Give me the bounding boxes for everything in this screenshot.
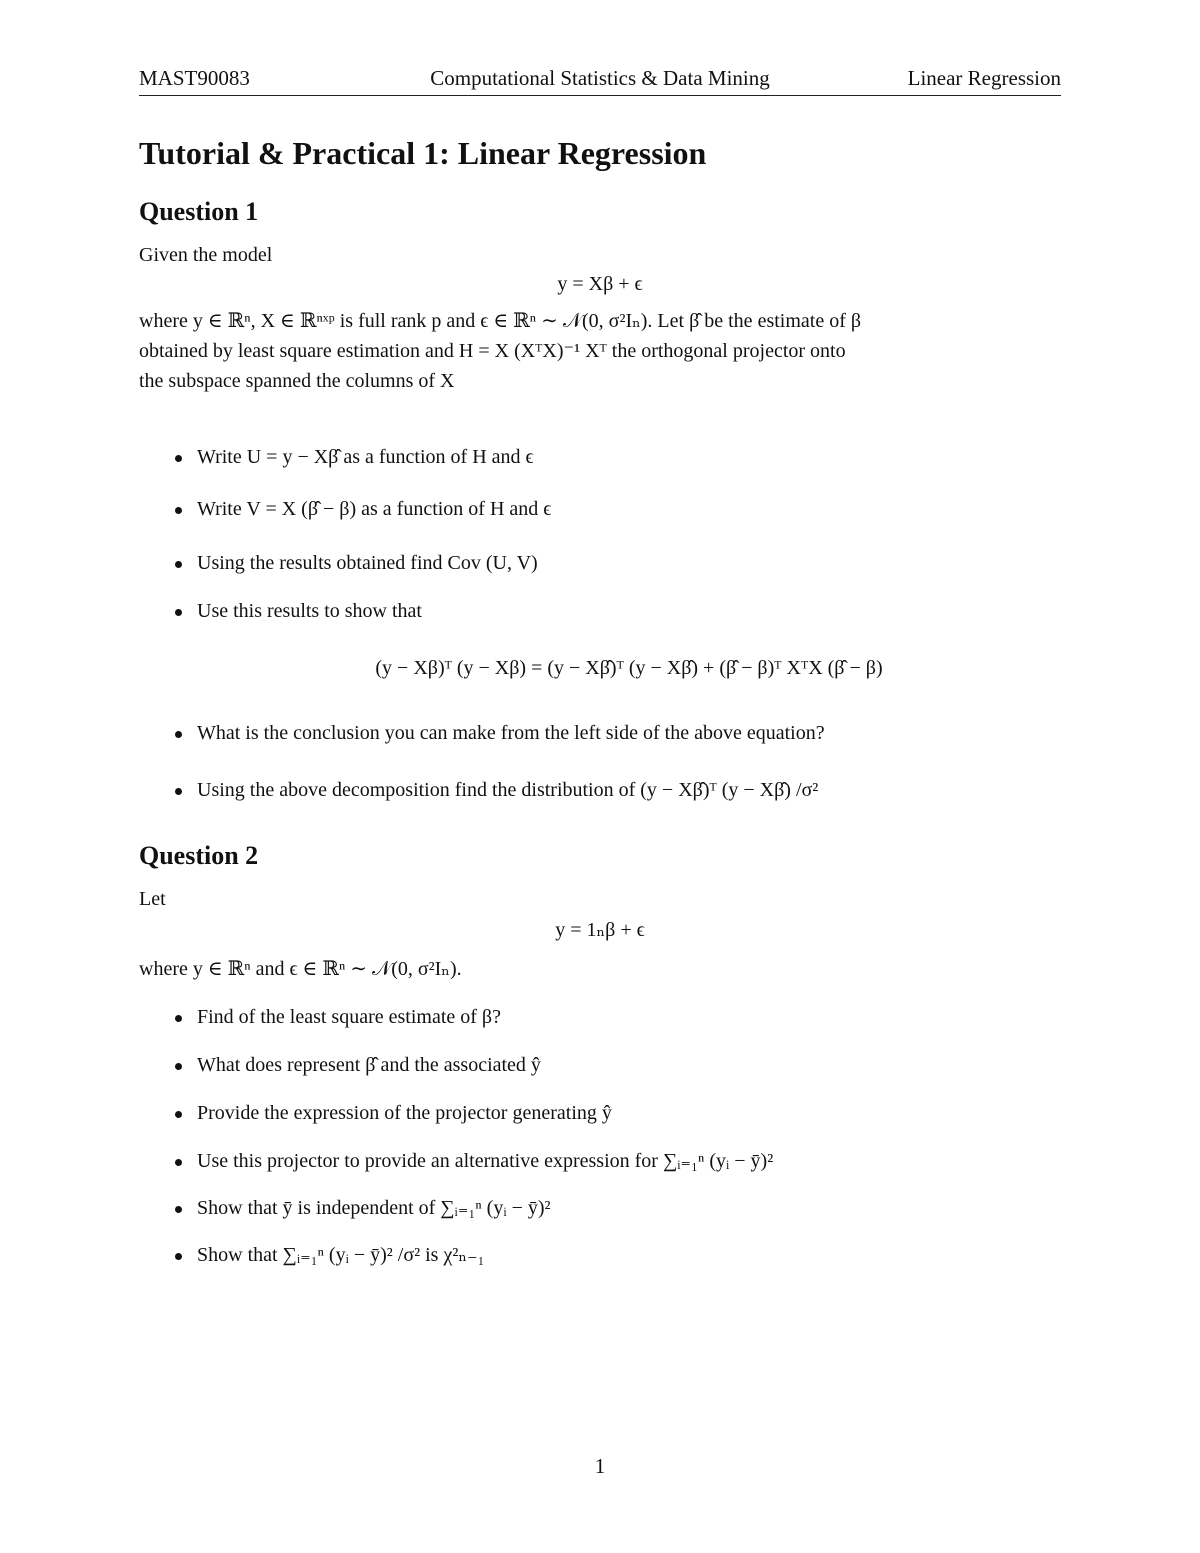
q2-task-list [139, 1002, 1061, 1270]
q2-intro: Let [139, 888, 166, 910]
document-title: Tutorial & Practical 1: Linear Regression [139, 135, 707, 171]
q1-task-5: What is the conclusion you can make from the left side of the above equation? [139, 718, 1061, 748]
question-1-heading: Question 1 [139, 197, 259, 226]
q2-where-line: where y ∈ ℝⁿ and ϵ ∈ ℝⁿ ∼ 𝒩(0, σ²Iₙ). [139, 958, 462, 980]
q1-intro: Given the model [139, 244, 273, 266]
q1-where-line-2: obtained by least square estimation and H = X (XᵀX)⁻¹ Xᵀ the orthogonal projector onto [139, 340, 846, 362]
document-body [139, 133, 1061, 1270]
q2-task-1: Find of the least square estimate of β? [139, 1002, 1061, 1032]
q2-task-4: Use this projector to provide an alternative expression for ∑ᵢ₌₁ⁿ (yᵢ − ȳ)² [139, 1146, 1061, 1176]
topic-label: Linear Regression [907, 66, 1061, 90]
page-number: 1 [594, 1454, 606, 1478]
running-header [139, 64, 1061, 96]
q2-task-5: Show that ȳ is independent of ∑ᵢ₌₁ⁿ (yᵢ − ȳ)² [139, 1193, 1061, 1223]
q1-task-6: Using the above decomposition find the distribution of (y − Xβ̂)ᵀ (y − Xβ̂) /σ² [139, 775, 1061, 805]
course-name: Computational Statistics & Data Mining [430, 66, 770, 90]
q1-task-list-continued [139, 718, 1061, 805]
q2-task-6: Show that ∑ᵢ₌₁ⁿ (yᵢ − ȳ)² /σ² is χ²ₙ₋₁ [139, 1240, 1061, 1270]
q1-where-line-1: where y ∈ ℝⁿ, X ∈ ℝⁿˣᵖ is full rank p and ϵ ∈ ℝⁿ ∼ 𝒩(0, σ²Iₙ). Let β̂ be the estimate of β [139, 310, 862, 332]
q1-task-1: Write U = y − Xβ̂ as a function of H and ϵ [139, 442, 1061, 472]
q1-decomposition-equation: (y − Xβ)ᵀ (y − Xβ) = (y − Xβ̂)ᵀ (y − Xβ̂) + (β̂ − β)ᵀ XᵀX (β̂ − β) [375, 657, 883, 679]
q1-task-3: Using the results obtained find Cov (U, V) [139, 548, 1061, 578]
q1-task-2: Write V = X (β̂ − β) as a function of H and ϵ [139, 494, 1061, 524]
course-code: MAST90083 [139, 66, 250, 90]
question-2-heading: Question 2 [139, 841, 259, 870]
q1-task-4: Use this results to show that [139, 596, 1061, 626]
q2-model-equation: y = 1ₙβ + ϵ [555, 919, 645, 941]
q2-task-2: What does represent β̂ and the associated ŷ [139, 1050, 1061, 1080]
q1-where-line-3: the subspace spanned the columns of X [139, 370, 455, 392]
q1-task-list [139, 442, 1061, 626]
q2-task-3: Provide the expression of the projector generating ŷ [139, 1098, 1061, 1128]
q1-model-equation: y = Xβ + ϵ [557, 273, 643, 295]
